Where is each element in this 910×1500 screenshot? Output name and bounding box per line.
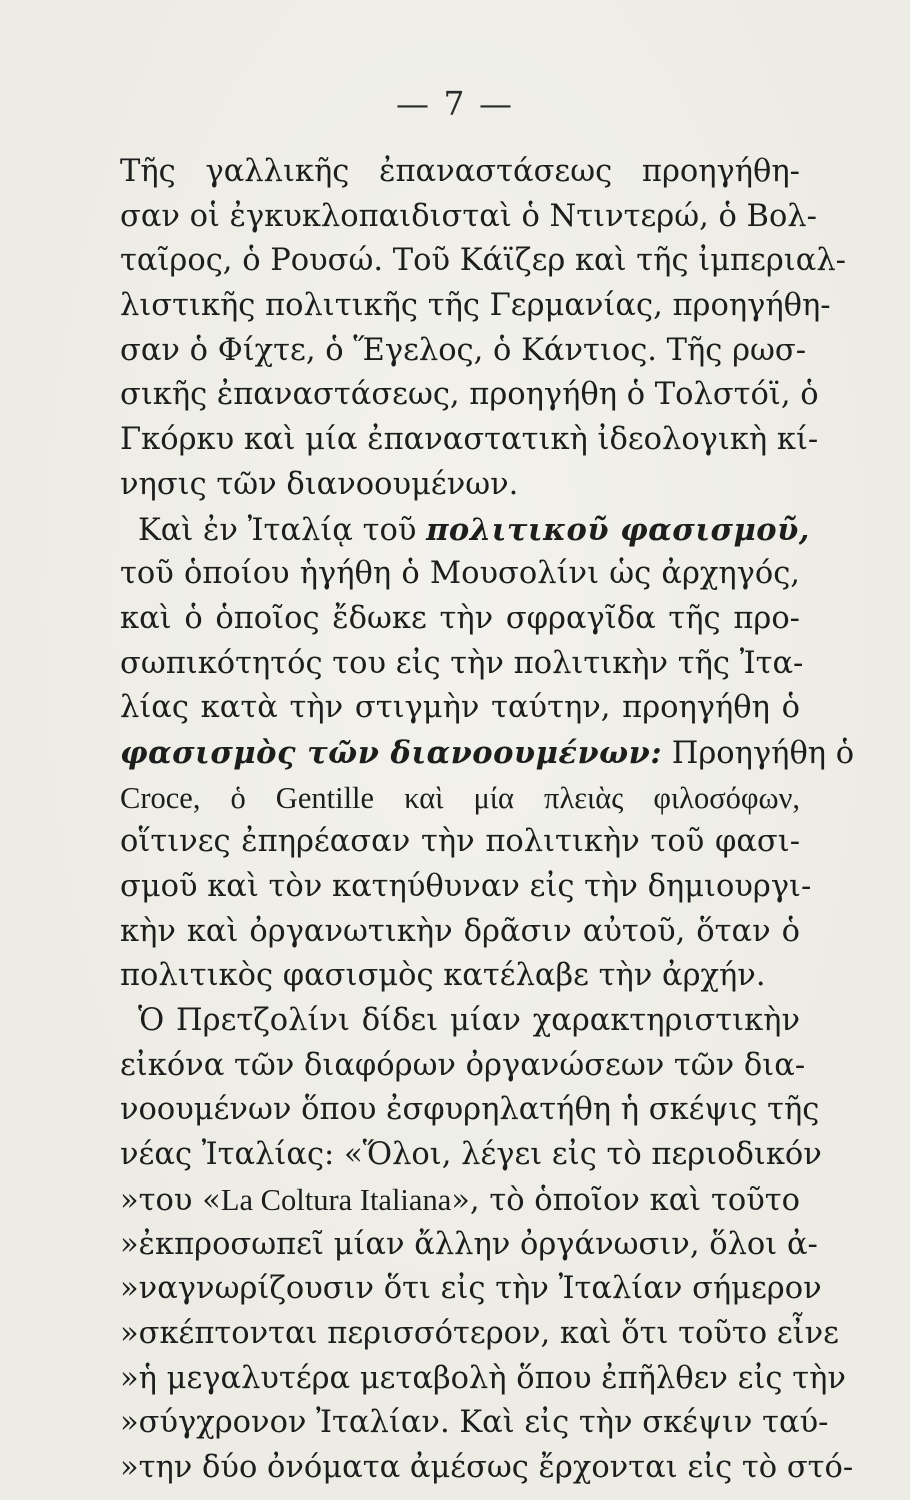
- text-line: [120, 508, 810, 553]
- text-run: σαν οἱ ἐγκυκλοπαιδισταὶ ὁ Ντιντερώ, ὁ Βολ-: [120, 198, 817, 234]
- text-run: νέας Ἰταλίας: «Ὅλοι, λέγει εἰς τὸ περιοδικόν: [120, 1137, 822, 1173]
- text-line: [120, 1044, 806, 1089]
- text-run: Croce, ὁ Gentille καὶ μία πλειὰς φιλοσόφων,: [120, 780, 800, 815]
- text-run: »ναγνωρίζουσιν ὅτι εἰς τὴν Ἰταλίαν σήμερον: [120, 1271, 822, 1307]
- emphasized-text: πολιτικοῦ φασισμοῦ,: [426, 511, 810, 548]
- text-line: [120, 1446, 854, 1491]
- text-run: σαν ὁ Φίχτε, ὁ Ἕγελος, ὁ Κάντιος. Τῆς ρωσ-: [120, 332, 806, 368]
- page-number: — 7 —: [396, 84, 514, 123]
- text-run: La Coltura Italiana: [220, 1182, 452, 1217]
- text-run: λιστικῆς πολιτικῆς τῆς Γερμανίας, προηγήθη-: [120, 288, 831, 324]
- text-line: [120, 686, 800, 731]
- text-run: τοῦ ὁποίου ἡγήθη ὁ Μουσολίνι ὡς ἀρχηγός,: [120, 556, 800, 592]
- text-run: »του «: [120, 1182, 221, 1218]
- text-run: σωπικότητός του εἰς τὴν πολιτικὴν τῆς Ἰτα-: [120, 645, 804, 681]
- text-line: [120, 1357, 846, 1402]
- body-text: [120, 150, 855, 1491]
- text-run: »την δύο ὀνόματα ἀμέσως ἔρχονται εἰς τὸ στό-: [120, 1449, 854, 1485]
- text-line: [120, 463, 800, 508]
- text-line: [120, 1133, 822, 1178]
- text-line: [120, 195, 817, 240]
- text-line: [120, 239, 846, 284]
- text-run: », τὸ ὁποῖον καὶ τοῦτο: [451, 1182, 800, 1218]
- text-line: [120, 954, 800, 999]
- text-line: [120, 1178, 800, 1223]
- text-run: ταῖρος, ὁ Ρουσώ. Τοῦ Κάϊζερ καὶ τῆς ἰμπεριαλ-: [120, 243, 846, 279]
- text-line: [120, 776, 800, 821]
- text-run: Γκόρκυ καὶ μία ἐπαναστατικὴ ἰδεολογικὴ κί-: [120, 422, 819, 458]
- text-line: [120, 418, 819, 463]
- text-line: [120, 820, 800, 865]
- text-run: Τῆς γαλλικῆς ἐπαναστάσεως προηγήθη-: [120, 154, 800, 189]
- text-run: »ἐκπροσωπεῖ μίαν ἄλλην ὀργάνωσιν, ὅλοι ἀ-: [120, 1226, 818, 1262]
- text-line: [120, 1088, 820, 1133]
- text-run: »σκέπτονται περισσότερον, καὶ ὅτι τοῦτο εἶνε: [120, 1315, 839, 1351]
- text-run: νησις τῶν διανοουμένων.: [120, 466, 519, 502]
- text-run: οἵτινες ἐπηρέασαν τὴν πολιτικὴν τοῦ φασι-: [120, 824, 800, 860]
- text-run: λίας κατὰ τὴν στιγμὴν ταύτην, προηγήθη ὁ: [120, 690, 800, 726]
- text-run: νοουμένων ὅπου ἐσφυρηλατήθη ἡ σκέψις τῆς: [120, 1092, 820, 1128]
- text-run: εἰκόνα τῶν διαφόρων ὀργανώσεων τῶν δια-: [120, 1047, 806, 1083]
- emphasized-text: φασισμὸς τῶν διανοουμένων:: [120, 734, 663, 771]
- text-line: [120, 373, 819, 418]
- text-line: [120, 1223, 818, 1268]
- text-run: πολιτικὸς φασισμὸς κατέλαβε τὴν ἀρχήν.: [120, 958, 766, 994]
- text-line: [120, 284, 831, 329]
- text-line: [120, 1267, 822, 1312]
- text-line: [120, 329, 806, 374]
- text-run: »ἡ μεγαλυτέρα μεταβολὴ ὅπου ἐπῆλθεν εἰς τὴν: [120, 1360, 846, 1396]
- text-line: [120, 910, 800, 955]
- text-run: Ὁ Πρετζολίνι δίδει μίαν χαρακτηριστικὴν: [138, 1003, 800, 1039]
- text-run: κὴν καὶ ὀργανωτικὴν δρᾶσιν αὐτοῦ, ὅταν ὁ: [120, 913, 800, 949]
- text-line: [120, 865, 812, 910]
- text-line: [120, 1401, 829, 1446]
- text-run: σικῆς ἐπαναστάσεως, προηγήθη ὁ Τολστόϊ, ὁ: [120, 377, 819, 413]
- text-line: [120, 552, 800, 597]
- text-run: σμοῦ καὶ τὸν κατηύθυναν εἰς τὴν δημιουργι-: [120, 869, 812, 904]
- text-run: καὶ ὁ ὁποῖος ἔδωκε τὴν σφραγῖδα τῆς προ-: [120, 600, 800, 636]
- text-line: [120, 999, 800, 1044]
- text-line: [120, 150, 800, 195]
- text-line: [120, 1312, 839, 1357]
- text-run: »σύγχρονον Ἰταλίαν. Καὶ εἰς τὴν σκέψιν ταύ-: [120, 1405, 829, 1441]
- text-line: [120, 731, 855, 776]
- text-line: [120, 642, 804, 687]
- text-line: [120, 597, 800, 642]
- text-run: Καὶ ἐν Ἰταλίᾳ τοῦ: [138, 512, 427, 548]
- text-run: Προηγήθη ὁ: [662, 735, 855, 771]
